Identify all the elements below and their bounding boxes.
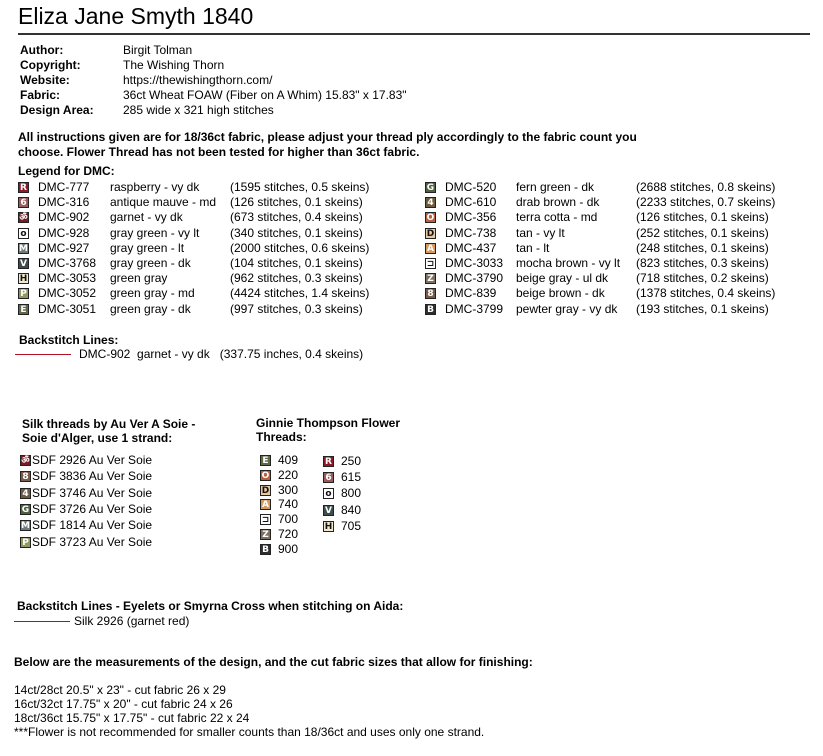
thread-code: DMC-3053 [38,271,97,286]
symbol-swatch-icon: o [18,228,29,239]
flower-thread-row [260,483,320,497]
dmc-legend-column-1 [18,180,418,320]
symbol-swatch-icon: P [20,537,31,548]
thread-code: DMC-3768 [38,256,97,270]
symbol-swatch-icon: o [323,488,334,499]
symbol-swatch-icon: A [260,499,271,510]
silk-thread-row [20,534,220,550]
info-label: Website: [20,73,70,87]
legend-row [425,195,820,210]
thread-code: DMC-520 [445,180,497,194]
thread-code: DMC-610 [445,195,497,210]
flower-thread-column-1 [260,453,320,563]
thread-name: drab brown - dk [516,195,600,210]
legend-row [425,302,820,317]
symbol-swatch-icon: M [19,243,28,254]
silk-thread-list [20,452,220,552]
backstitch-aida-title: Backstitch Lines - Eyelets or Smyrna Cross when stitching on Aida: [17,599,404,613]
silk-thread-label: SDF 3723 Au Ver Soie [32,534,153,549]
flower-thread-row [260,527,320,541]
symbol-swatch-icon: 4 [425,197,436,208]
flower-thread-column-2 [323,454,383,544]
info-value: The Wishing Thorn [123,58,225,72]
info-row [20,43,620,58]
thread-name: mocha brown - vy lt [516,256,621,270]
page-title: Eliza Jane Smyth 1840 [18,3,254,29]
flower-thread-number: 615 [341,470,362,485]
flower-thread-row [323,486,383,500]
symbol-swatch-icon: B [260,544,271,555]
thread-name: raspberry - vy dk [110,180,200,194]
legend-row [18,302,413,317]
stitch-count: (104 stitches, 0.1 skeins) [230,256,363,270]
flower-thread-row [260,453,320,467]
stitch-count: (4424 stitches, 1.4 skeins) [230,286,370,301]
symbol-swatch-icon: P [18,288,29,299]
legend-row [425,286,820,301]
thread-code: DMC-839 [445,286,497,301]
info-label: Copyright: [20,58,81,72]
stitch-count: (673 stitches, 0.4 skeins) [230,210,363,225]
thread-name: terra cotta - md [516,210,598,225]
silk-title-line1: Silk threads by Au Ver A Soie - [22,417,196,431]
flower-thread-number: 220 [278,467,299,482]
backstitch-line-swatch [15,354,71,355]
symbol-swatch-icon: O [261,470,270,481]
silk-thread-label: SDF 3726 Au Ver Soie [32,501,153,516]
backstitch-name: garnet - vy dk [137,347,210,361]
thread-name: fern green - dk [516,180,595,194]
flower-thread-row [260,542,320,556]
symbol-swatch-icon: R [18,182,29,193]
thread-name: tan - lt [516,240,550,255]
legend-title: Legend for DMC: [18,164,115,178]
measurement-line: 16ct/32ct 17.75" x 20" - cut fabric 24 x 26 [14,697,233,711]
info-row [20,103,620,118]
dmc-legend-column-2 [425,180,820,320]
symbol-swatch-icon: A [425,243,436,254]
stitch-count: (2233 stitches, 0.7 skeins) [636,195,776,210]
stitch-count: (823 stitches, 0.3 skeins) [636,256,769,270]
symbol-swatch-icon: 6 [323,472,334,483]
flower-title-line1: Ginnie Thompson Flower [256,416,400,430]
legend-row [425,241,820,256]
backstitch-entry [79,347,363,361]
symbol-swatch-icon: V [323,505,334,516]
silk-title-line2: Soie d'Alger, use 1 strand: [22,431,173,445]
thread-code: DMC-3033 [445,256,504,270]
silk-thread-row [20,517,220,533]
flower-thread-number: 705 [341,518,362,533]
legend-row [18,180,413,195]
symbol-swatch-icon: D [261,485,270,496]
silk-thread-row [20,485,220,501]
symbol-swatch-icon: G [426,183,435,193]
stitch-count: (718 stitches, 0.2 skeins) [636,271,769,286]
legend-row [18,226,413,241]
info-value: https://thewishingthorn.com/ [123,73,273,87]
flower-thread-row [323,470,383,484]
stitch-count: (248 stitches, 0.1 skeins) [636,240,769,255]
symbol-swatch-icon: O [426,213,435,224]
stitch-count: (1378 stitches, 0.4 skeins) [636,286,776,301]
flower-recommendation-note: ***Flower is not recommended for smaller counts than 18/36ct and uses only one strand. [14,725,485,739]
thread-name: garnet - vy dk [110,210,183,225]
symbol-swatch-icon: Z [260,529,271,540]
legend-row [18,256,413,271]
flower-title-line2: Threads: [256,430,307,444]
flower-thread-number: 700 [278,512,299,527]
legend-row [18,241,413,256]
backstitch-count: (337.75 inches, 0.4 skeins) [219,347,364,361]
legend-row [425,256,820,271]
silk-thread-label: SDF 3836 Au Ver Soie [32,469,153,484]
legend-row [18,195,413,210]
thread-name: gray green - lt [110,240,185,255]
symbol-swatch-icon: ⊐ [426,259,435,269]
symbol-swatch-icon: E [260,455,271,466]
flower-thread-number: 720 [278,527,299,541]
silk-thread-label: SDF 1814 Au Ver Soie [32,518,153,533]
backstitch-aida-entry: Silk 2926 (garnet red) [74,614,190,628]
legend-row [425,210,820,225]
measurement-line: 14ct/28ct 20.5" x 23" - cut fabric 26 x 29 [14,683,226,697]
flower-thread-row [260,497,320,511]
fabric-note: All instructions given are for 18/36ct fabric, please adjust your thread ply accordingly to the fabric count you choose. Flower Thread has not been tested for higher than 36ct fabric. [18,130,637,159]
thread-code: DMC-3790 [445,271,504,286]
thread-name: antique mauve - md [110,195,217,210]
legend-row [425,180,820,195]
thread-name: beige brown - dk [516,286,605,301]
info-label: Fabric: [20,88,61,102]
flower-thread-number: 409 [278,453,299,467]
silk-thread-row [20,468,220,484]
symbol-swatch-icon: E [18,304,29,315]
stitch-count: (962 stitches, 0.3 skeins) [230,271,363,286]
flower-thread-row [260,512,320,526]
flower-thread-number: 800 [341,486,362,501]
thread-name: pewter gray - vy dk [516,301,618,316]
thread-name: green gray - md [110,286,195,301]
silk-thread-row [20,452,220,468]
symbol-swatch-icon: H [324,521,333,532]
flower-thread-number: 300 [278,482,299,497]
legend-row [425,226,820,241]
thread-name: gray green - vy lt [110,225,200,240]
symbol-swatch-icon: ॐ [21,456,30,466]
flower-thread-number: 900 [278,541,299,556]
thread-code: DMC-3799 [445,301,504,316]
legend-row [425,271,820,286]
info-row [20,58,620,73]
stitch-count: (2000 stitches, 0.6 skeins) [230,240,370,255]
flower-thread-row [260,468,320,482]
silk-thread-row [20,501,220,517]
symbol-swatch-icon: R [323,456,334,467]
flower-thread-row [323,454,383,468]
backstitch-aida-line-swatch [14,621,70,622]
info-value: 285 wide x 321 high stitches [123,103,274,117]
measurement-line: 18ct/36ct 15.75" x 17.75" - cut fabric 22 x 24 [14,711,250,725]
symbol-swatch-icon: G [21,504,30,515]
info-value: Birgit Tolman [123,43,193,57]
flower-thread-number: 840 [341,502,362,517]
symbol-swatch-icon: ⊐ [261,515,270,526]
silk-thread-label: SDF 3746 Au Ver Soie [32,485,153,500]
thread-code: DMC-902 [38,210,90,225]
thread-name: gray green - dk [110,256,191,270]
symbol-swatch-icon: B [425,304,436,315]
symbol-swatch-icon: 6 [18,197,29,208]
stitch-count: (126 stitches, 0.1 skeins) [636,210,769,225]
thread-code: DMC-356 [445,210,497,225]
stitch-count: (193 stitches, 0.1 skeins) [636,301,769,316]
symbol-swatch-icon: 8 [20,471,31,482]
thread-name: beige gray - ul dk [516,271,609,286]
symbol-swatch-icon: M [21,521,30,532]
thread-code: DMC-927 [38,240,90,255]
stitch-count: (997 stitches, 0.3 skeins) [230,301,363,316]
title-divider [18,33,810,35]
symbol-swatch-icon: 4 [20,488,31,499]
flower-thread-number: 250 [341,454,362,468]
thread-code: DMC-928 [38,225,90,240]
backstitch-title: Backstitch Lines: [19,333,119,347]
symbol-swatch-icon: Z [425,273,436,284]
measurements-intro: Below are the measurements of the design, and the cut fabric sizes that allow for finishing: [14,655,533,669]
thread-code: DMC-3052 [38,286,97,301]
thread-name: green gray [110,271,168,286]
legend-row [18,271,413,286]
flower-thread-row [323,503,383,517]
thread-code: DMC-3051 [38,301,97,316]
info-label: Author: [20,43,64,57]
thread-code: DMC-738 [445,225,497,240]
thread-code: DMC-437 [445,240,497,255]
flower-thread-number: 740 [278,497,299,512]
thread-code: DMC-777 [38,180,90,194]
legend-row [18,210,413,225]
info-label: Design Area: [20,103,94,117]
thread-code: DMC-316 [38,195,90,210]
info-row [20,73,620,88]
info-value: 36ct Wheat FOAW (Fiber on A Whim) 15.83" x 17.83" [123,88,407,102]
symbol-swatch-icon: 8 [425,288,436,299]
symbol-swatch-icon: D [426,228,435,239]
stitch-count: (1595 stitches, 0.5 skeins) [230,180,370,194]
thread-name: tan - vy lt [516,225,565,240]
stitch-count: (2688 stitches, 0.8 skeins) [636,180,776,194]
legend-row [18,286,413,301]
stitch-count: (252 stitches, 0.1 skeins) [636,225,769,240]
symbol-swatch-icon: H [19,274,28,285]
symbol-swatch-icon: ॐ [19,213,28,224]
info-row [20,88,620,103]
symbol-swatch-icon: V [18,258,29,269]
thread-name: green gray - dk [110,301,191,316]
stitch-count: (340 stitches, 0.1 skeins) [230,225,363,240]
stitch-count: (126 stitches, 0.1 skeins) [230,195,363,210]
flower-thread-row [323,519,383,533]
silk-thread-label: SDF 2926 Au Ver Soie [32,453,153,467]
backstitch-code: DMC-902 [79,347,131,361]
